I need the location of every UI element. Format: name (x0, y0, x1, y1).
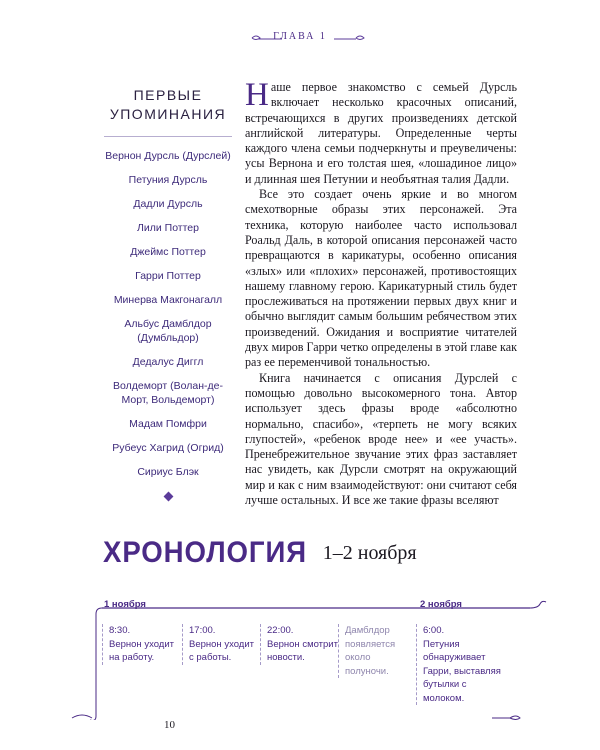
timeline-event (416, 624, 508, 705)
event-text: Вернон смотрит новости. (267, 638, 338, 663)
list-item: Сириус Блэк (137, 466, 199, 478)
timeline-event (102, 624, 180, 665)
list-item: Гарри Поттер (135, 270, 201, 282)
chapter-header (0, 28, 600, 48)
timeline-event (338, 624, 416, 678)
list-item: Альбус Дамблдор (Думбльдор) (124, 318, 212, 344)
list-item: Лили Поттер (136, 222, 199, 234)
divider (104, 136, 232, 137)
first-mentions-sidebar (104, 86, 232, 500)
event-time: 17:00. (189, 625, 216, 636)
list-item: Дадли Дурсль (133, 198, 203, 210)
timeline-event (182, 624, 260, 665)
mentions-list (104, 149, 232, 479)
page-number: 10 (164, 719, 175, 731)
chronology-heading (103, 536, 417, 570)
paragraph-text: аше первое знакомство с семьей Дурсль включает несколько красочных описаний, встречающихся в других произведениях детской английской литературы. Определенные черты каждого члена семьи подчеркнуты и преувеличены: усы Вернона и его толстая шея, «лошадиное лицо» и длинная шея Петунии и необъятная талия Дадли. (245, 80, 517, 186)
event-text: Вернон уходит с работы. (189, 638, 254, 663)
paragraph: Все это создает очень яркие и во многом смехотворные образы этих персонажей. Эта техника, которую наиболее часто использовал Роальд Даль, в которой описания персонажей часто превращаются в карикатуры, особенно описания «злых» или «плохих» персонажей, противостоящих нашему главному герою. Карикатурный стиль будет прослеживаться на протяжении первых двух книг и обычно выглядит самым большим ребячеством этих произведений. Ожидания и восприятие читателей двух миров Гарри четко определены в этой главе как раз ее переменчивой тональностью. (245, 187, 517, 370)
event-text: Вернон уходит на работу. (109, 638, 174, 663)
event-text: Петуния обнаруживает Гарри, выставляя бутылки с молоком. (423, 638, 501, 704)
diamond-ornament-icon (163, 492, 173, 502)
chronology-title: ХРОНОЛОГИЯ (103, 536, 307, 569)
list-item: Минерва Макгонагалл (113, 294, 223, 306)
event-text: Дамблдор появляется около полуночи. (345, 625, 396, 677)
first-mentions-title: ПЕРВЫЕ УПОМИНАНИЯ (109, 87, 227, 122)
body-text (245, 77, 517, 508)
event-time: 8:30. (109, 625, 131, 636)
event-time: 6:00. (423, 625, 445, 636)
timeline-day-label: 1 ноября (104, 599, 146, 610)
list-item: Мадам Помфри (129, 418, 207, 430)
list-item: Волдеморт (Волан-де-Морт, Вольдеморт) (113, 380, 223, 406)
list-item: Джеймс Поттер (130, 246, 206, 258)
paragraph (245, 77, 517, 187)
list-item: Петуния Дурсль (128, 174, 208, 186)
list-item: Рубеус Хагрид (Огрид) (112, 442, 224, 454)
drop-cap: Н (245, 77, 269, 113)
timeline-day-label: 2 ноября (420, 599, 462, 610)
event-time: 22:00. (267, 625, 294, 636)
list-item: Дедалус Диггл (132, 356, 204, 368)
paragraph: Книга начинается с описания Дурслей с помощью довольно высокомерного тона. Автор использует здесь фразы вроде «абсолютно нормально, спасибо», «терпеть не могу всяких глупостей», «ребенок вроде нее» и «ее участь». Пренебрежительное звучание этих фраз заставляет нас увидеть, как Дурсли смотрят на окружающий мир и как с ним взаимодействуют: они считают себя лучше остальных. И все же такие фразы вселяют (245, 370, 517, 508)
chronology-subtitle: 1–2 ноября (322, 542, 417, 564)
timeline-event (260, 624, 338, 665)
chapter-title: ГЛАВА 1 (273, 31, 327, 42)
list-item: Вернон Дурсль (Дурслей) (105, 150, 231, 162)
